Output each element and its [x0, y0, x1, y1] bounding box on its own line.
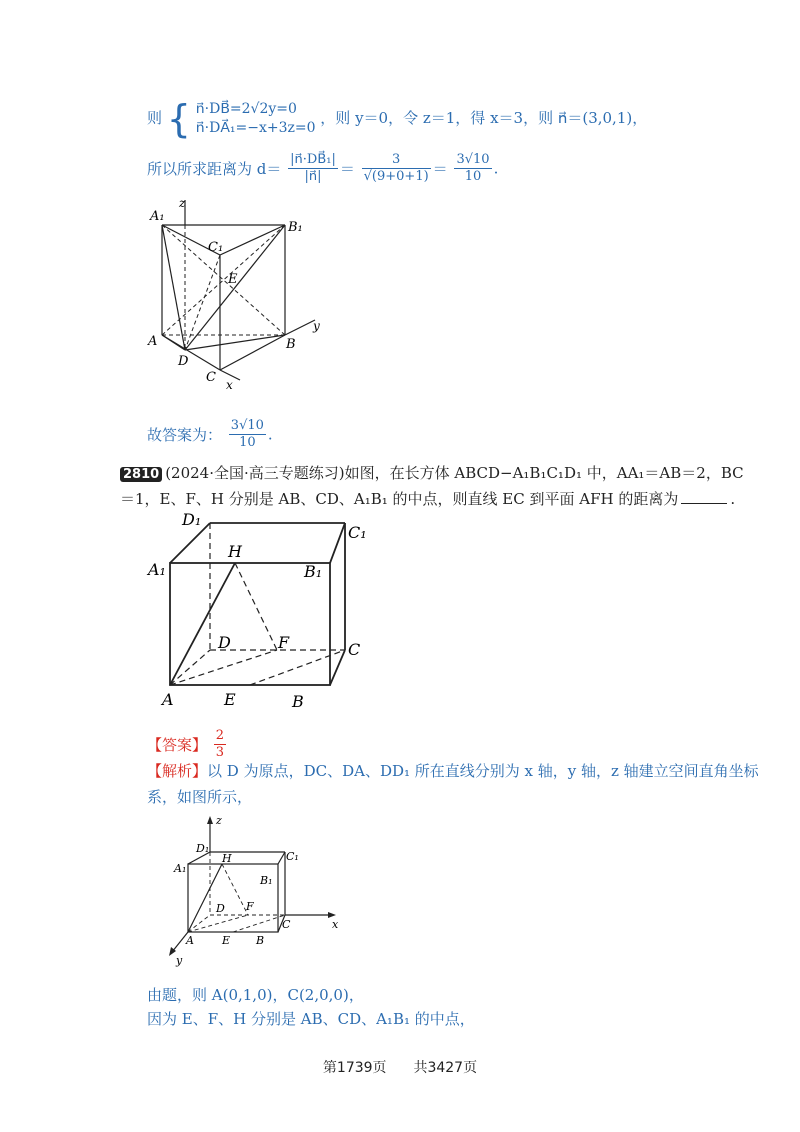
analysis-line-2: 系，如图所示，	[147, 788, 253, 806]
fig1-label-b1: B₁	[288, 220, 303, 235]
fig3-label-c: C	[282, 918, 291, 931]
analysis-line-1: 【解析】以 D 为原点，DC、DA、DD₁ 所在直线分别为 x 轴，y 轴，z 轴建立空间直角坐标	[147, 762, 759, 780]
fig2-label-h: H	[228, 542, 242, 561]
fig3-label-b: B	[256, 934, 265, 947]
fig3-label-x: x	[332, 918, 339, 931]
text-distance: 所以所求距离为 d＝	[147, 160, 282, 178]
equation-system	[196, 100, 316, 138]
fig3-label-a1: A₁	[174, 862, 187, 875]
fraction-1: $\frac{\text{|n⃗·DB⃗₁|}}{|n⃗|}$	[290, 152, 336, 184]
solution-line-1	[147, 97, 648, 141]
fig3-label-d1: D₁	[196, 842, 210, 855]
fig2-label-b: B	[292, 692, 304, 711]
z-axis-arrow-icon	[207, 816, 213, 824]
fig2-label-c: C	[348, 640, 361, 659]
fig3-label-d: D	[216, 902, 225, 915]
page-number: 第1739页	[322, 1060, 387, 1076]
page-total: 共3427页	[413, 1060, 478, 1076]
fig2-label-d: D	[218, 633, 231, 652]
fraction-2: $\frac{3}{√(9+0+1)}$	[363, 152, 429, 184]
system-eq-1: n⃗·DB⃗=2√2y=0	[195, 101, 297, 117]
solution-line-2: 所以所求距离为 d＝ $\frac{\text{|n⃗·DB⃗₁|}}{|n⃗|}$ ＝ $\frac{3}{√(9+0+1)}$ ＝ $\frac{3√10}{10}$ .	[147, 152, 499, 184]
fig1-label-a: A	[148, 334, 158, 349]
fig1-label-b: B	[286, 337, 296, 352]
figure-3-coordinate-cuboid	[160, 812, 360, 972]
fig1-label-a1: A₁	[150, 209, 165, 224]
fig2-label-d1: D₁	[182, 510, 202, 529]
answer-line: 【答案】 $\frac{2}{3}$	[147, 728, 225, 760]
bottom-line-2: 因为 E、F、H 分别是 AB、CD、A₁B₁ 的中点，	[147, 1010, 475, 1028]
fig3-label-h: H	[222, 852, 232, 865]
question-line-1: 2810 (2024·全国·高三专题练习)如图，在长方体 ABCD−A₁B₁C₁D₁ 中，AA₁＝AB＝2，BC	[120, 462, 744, 483]
fig1-label-c1: C₁	[208, 240, 224, 255]
question-number-badge: 2810	[120, 467, 162, 482]
page-footer	[0, 1057, 800, 1077]
fig1-label-c: C	[206, 370, 216, 385]
fig3-label-c1: C₁	[286, 850, 299, 863]
text-then: 则	[147, 109, 163, 127]
fig2-label-a1: A₁	[148, 560, 166, 579]
fraction-3: $\frac{3√10}{10}$	[456, 152, 490, 184]
fig3-label-y: y	[176, 954, 183, 967]
answer-blank	[681, 503, 727, 504]
fig2-label-f: F	[278, 633, 290, 652]
figure-1-prism	[140, 195, 340, 395]
fig3-label-z: z	[216, 814, 222, 827]
fig1-label-z: z	[179, 196, 186, 210]
brace-icon: {	[166, 97, 191, 141]
fig3-label-e: E	[222, 934, 231, 947]
fig2-label-e: E	[224, 690, 236, 709]
answer-line-top: 故答案为： $\frac{3√10}{10}$ .	[147, 418, 273, 450]
question-line-2: ＝1，E、F、H 分别是 AB、CD、A₁B₁ 的中点，则直线 EC 到平面 AFH 的距离为 .	[120, 490, 736, 508]
fraction-answer-top: $\frac{3√10}{10}$	[230, 418, 264, 450]
fig2-label-c1: C₁	[348, 523, 367, 542]
bottom-line-1: 由题，则 A(0,1,0)，C(2,0,0)，	[147, 986, 364, 1004]
fig1-label-e: E	[228, 272, 238, 287]
fig1-label-d: D	[178, 354, 189, 369]
figure-2-cuboid	[140, 505, 380, 715]
fig2-label-b1: B₁	[304, 562, 323, 581]
fig3-label-b1: B₁	[260, 874, 273, 887]
fig1-label-x: x	[226, 378, 233, 392]
fig2-label-a: A	[162, 690, 174, 709]
fig3-label-a: A	[186, 934, 194, 947]
fig3-label-f: F	[246, 900, 254, 913]
fraction-answer: $\frac{2}{3}$	[215, 728, 225, 760]
fig1-label-y: y	[313, 319, 320, 333]
system-eq-2: n⃗·DA⃗₁=−x+3z=0	[195, 120, 316, 136]
text-result: ，则 y＝0，令 z＝1，得 x＝3，则 n⃗＝(3,0,1)，	[320, 109, 648, 127]
